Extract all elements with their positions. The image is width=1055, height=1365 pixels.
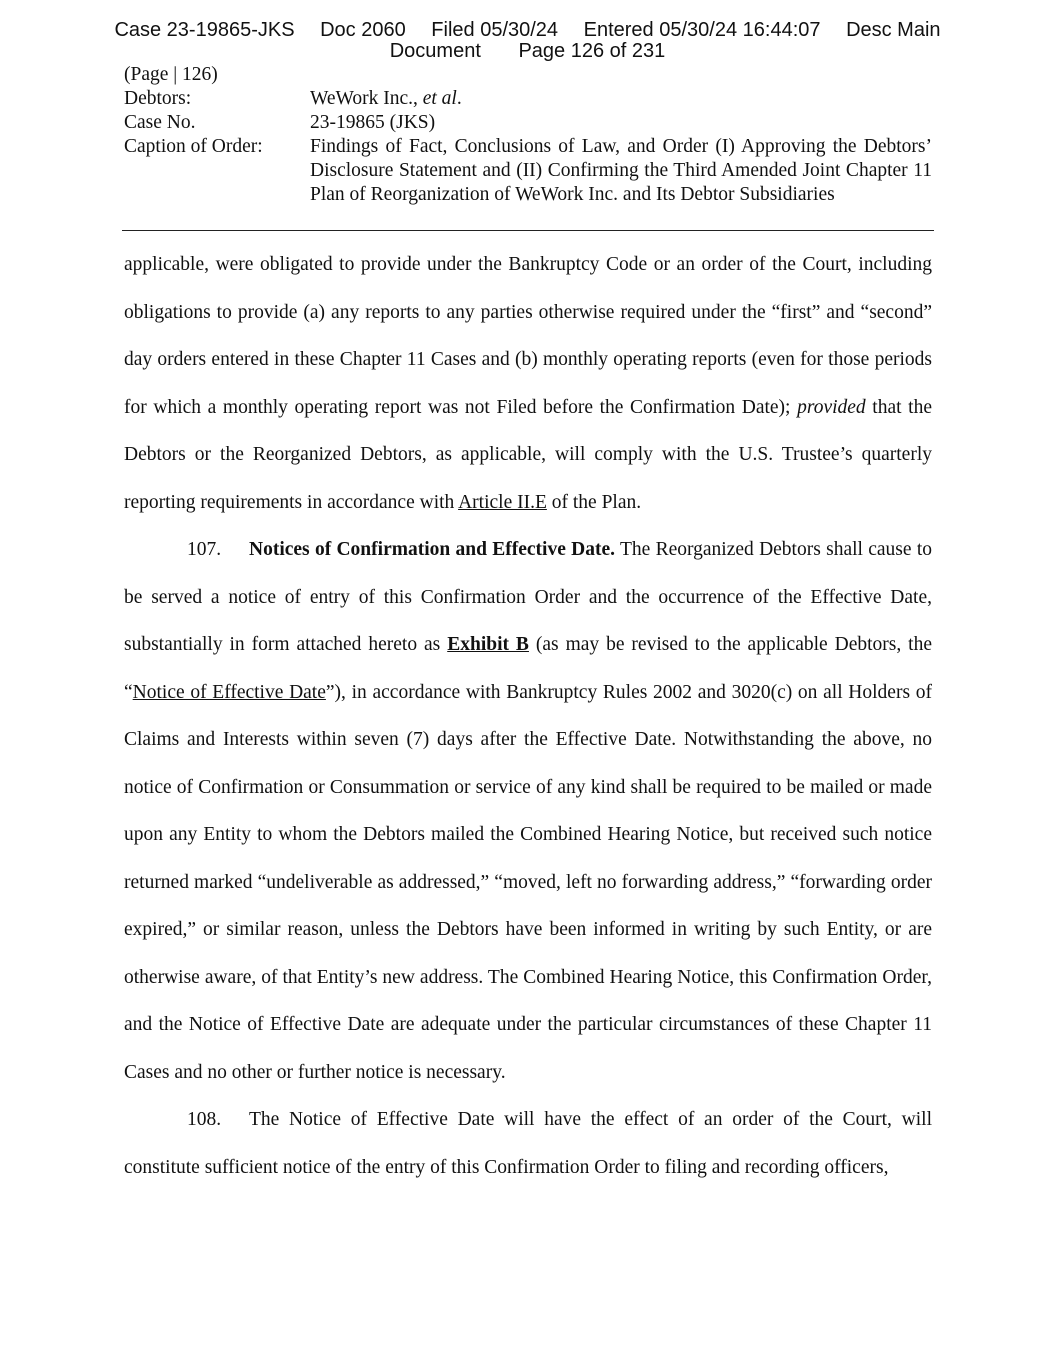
caption-debtors-etal: et al: [422, 88, 457, 109]
ecf-header-line-2: [0, 41, 1055, 62]
paragraph-number: 108.: [187, 1109, 222, 1130]
ecf-header-line-1: [0, 20, 1055, 41]
caption-debtors-row: [124, 87, 932, 111]
ecf-entered-date: Entered 05/30/24 16:44:07: [583, 19, 821, 41]
paragraph-number: 107.: [187, 539, 222, 560]
article-reference-link: Article II.E: [458, 491, 547, 513]
paragraph-text: ”), in accordance with Bankruptcy Rules 2002 and 3020(c) on all Holders of Claims and Interests within seven (7) days after the Effective Date. Notwithstanding the above, no notice of Confirmation or Consummation or service of any kind shall be required to be mailed or made upon any Entity to whom the Debtors mailed the Combined Hearing Notice, but received such notice returned marked “undeliverable as addressed,” “moved, left no forwarding address,” “forwarding order expired,” or similar reason, unless the Debtors have been informed in writing by such Entity, or are otherwise aware, of that Entity’s new address. The Combined Hearing Notice, this Confirmation Order, and the Notice of Effective Date are adequate under the particular circumstances of these Chapter 11 Cases and no other or further notice is necessary.: [124, 681, 932, 1083]
caption-divider: [122, 230, 934, 231]
caption-order-value: Findings of Fact, Conclusions of Law, and Order (I) Approving the Debtors’ Disclosure Statement and (II) Confirming the Third Amended Joint Chapter 11 Plan of Reorganization of WeWork Inc. and Its Debtor Subsidiaries: [310, 136, 932, 205]
order-caption-block: [124, 63, 932, 207]
caption-debtors-period: .: [456, 88, 462, 109]
caption-debtors-label: Debtors:: [124, 88, 192, 109]
ecf-doc-number: Doc 2060: [320, 19, 406, 41]
paragraph-107: [124, 526, 932, 1096]
paragraph-text: The Reorganized Debtors shall cause to be served a notice of entry of this Confirmation Order and the occurrence of the Effective Date, substantially in form attached hereto as: [124, 539, 932, 655]
ecf-page-count: Page 126 of 231: [518, 40, 666, 62]
paragraph-text: The Notice of Effective Date will have the effect of an order of the Court, will constitute sufficient notice of the entry of this Confirmation Order to filing and recording officers,: [124, 1109, 932, 1178]
caption-debtors-value: [310, 87, 932, 111]
caption-order-label: Caption of Order:: [124, 136, 263, 157]
caption-case-label: Case No.: [124, 112, 196, 133]
ecf-document-label: Document: [389, 40, 481, 62]
caption-case-value: 23-19865 (JKS): [310, 112, 436, 133]
ecf-description: Desc Main: [846, 19, 941, 41]
caption-case-row: [124, 111, 932, 135]
defined-term: Notice of Effective Date: [132, 681, 326, 703]
paragraph-108: [124, 1096, 932, 1191]
exhibit-reference: Exhibit B: [447, 634, 529, 655]
paragraph-text: (as may be revised to the applicable Debtors, the “: [124, 634, 932, 703]
caption-order-row: [124, 135, 932, 207]
paragraph-text: applicable, were obligated to provide under the Bankruptcy Code or an order of the Court, including obligations to provide (a) any reports to any parties otherwise required under the “first” and “second” day orders entered in these Chapter 11 Cases and (b) monthly operating reports (even for those periods for which a monthly operating report was not Filed before the Confirmation Date);: [124, 254, 932, 418]
paragraph-text: of the Plan.: [546, 491, 642, 513]
paragraph-text: that the Debtors or the Reorganized Debtors, as applicable, will comply with the U.S. Trustee’s quarterly reporting requirements in accordance with: [124, 396, 932, 513]
ecf-filing-header: [0, 20, 1055, 62]
provided-term: provided: [797, 396, 866, 418]
caption-page-ref: (Page | 126): [124, 64, 218, 85]
paragraph-heading: Notices of Confirmation and Effective Date.: [249, 539, 616, 560]
ecf-case-number: Case 23-19865-JKS: [114, 19, 295, 41]
paragraph-continuation: [124, 241, 932, 526]
ecf-filed-date: Filed 05/30/24: [431, 19, 559, 41]
document-body: [124, 241, 932, 1191]
caption-debtors-name: WeWork Inc.,: [310, 88, 423, 109]
